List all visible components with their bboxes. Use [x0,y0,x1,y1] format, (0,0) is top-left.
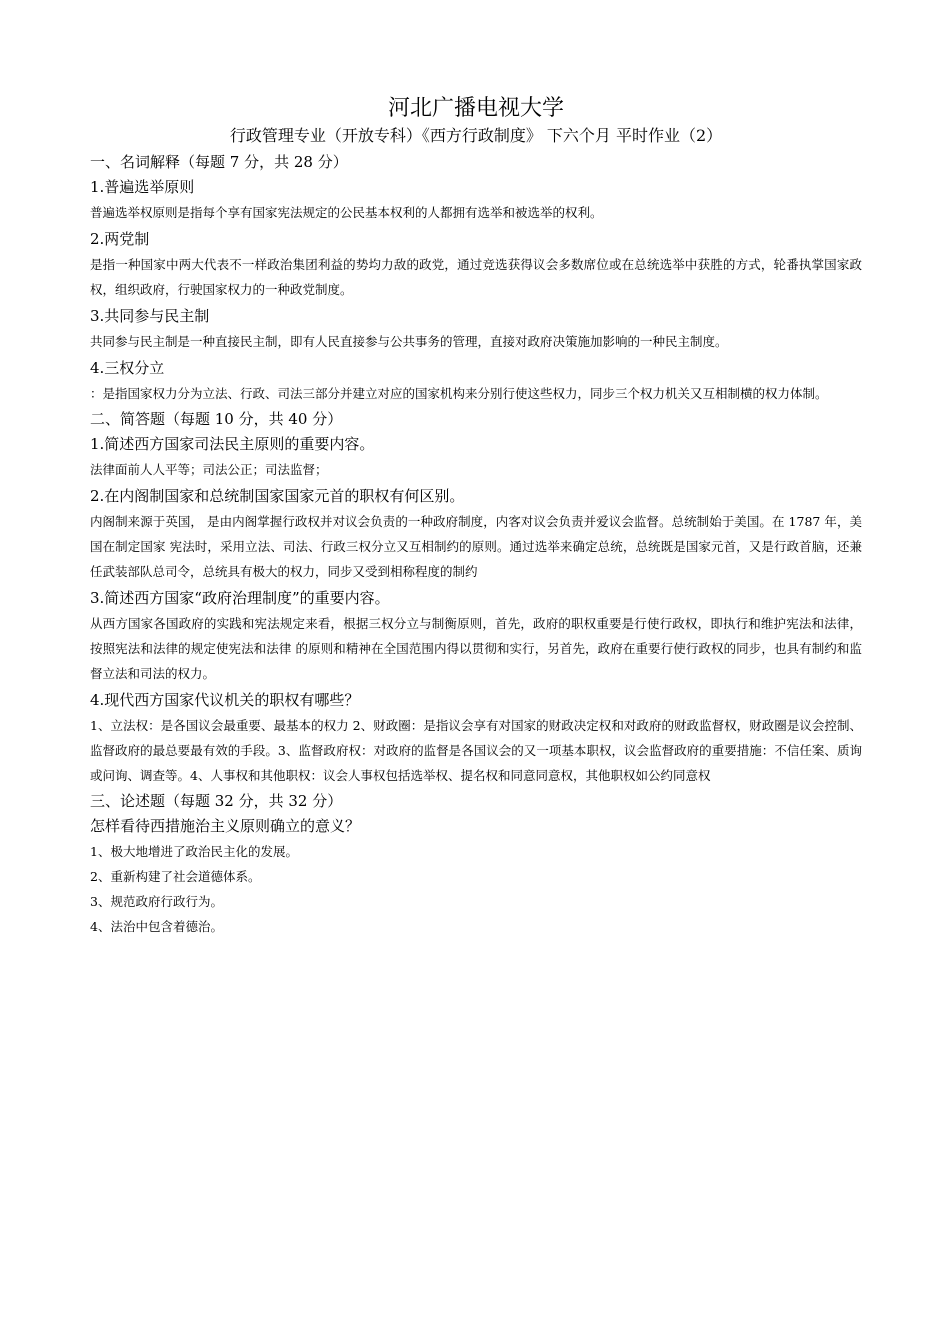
section-heading: 二、简答题（每题 10 分，共 40 分） [90,410,343,428]
question-title: 3.简述西方国家“政府治理制度”的重要内容。 [90,589,390,607]
question-title: 怎样看待西措施治主义原则确立的意义？ [90,817,361,835]
document-title: 河北广播电视大学 [387,96,564,121]
answer-text: ：是指国家权力分为立法、行政、司法三部分并建立对应的国家机构来分别行使这些权力，同步三个权力机关又互相制横的权力体制。 [90,386,828,401]
section-heading: 一、名词解释（每题 7 分，共 28 分） [90,153,348,171]
section-glossary [90,150,862,406]
answer-text: 从西方国家各国政府的实践和宪法规定来看，根据三权分立与制衡原则，首先，政府的职权重要是行使行政权，即执行和维护宪法和法律，按照宪法和法律的规定使宪法和法律 的原则和精神在全国范围内得以贯彻和实行，另首先，政府在重要行使行政权的同步，也具有制约和监督立法和司法的权力。 [90,616,862,681]
question-title: 4.三权分立 [90,359,165,377]
section-essay [90,789,862,939]
section-heading: 三、论述题（每题 32 分，共 32 分） [90,792,343,810]
answer-text: 内阁制来源于英国， 是由内阁掌握行政权并对议会负责的一种政府制度，内客对议会负责并爱议会监督。总统制始于美国。在 1787 年，美国在制定国家 宪法时，采用立法、司法、行政三权分立又互相制约的原则。通过选举来确定总统，总统既是国家元首，又是行政首脑，还兼任武装部队总司令，总统具有极大的权力，同步又受到相称程度的制约 [90,514,862,579]
question-title: 3.共同参与民主制 [90,307,210,325]
answer-text: 1、立法权：是各国议会最重要、最基本的权力 2、财政圈：是指议会享有对国家的财政决定权和对政府的财政监督权，财政圈是议会控制、监督政府的最总要最有效的手段。3、监督政府权：对政府的监督是各国议会的又一项基本职权，议会监督政府的重要措施：不信任案、质询或问询、调查等。4、人事权和其他职权：议会人事权包括选举权、提名权和同意同意权，其他职权如公约同意权 [90,718,862,783]
list-item: 3、规范政府行政行为。 [90,894,223,909]
question-title: 4.现代西方国家代议机关的职权有哪些？ [90,691,360,709]
question-title: 2.两党制 [90,230,150,248]
answer-text: 是指一种国家中两大代表不一样政治集团利益的势均力敌的政党，通过竞选获得议会多数席位或在总统选举中获胜的方式，轮番执掌国家政权，组织政府，行驶国家权力的一种政党制度。 [90,257,862,297]
question-title: 1.简述西方国家司法民主原则的重要内容。 [90,435,375,453]
list-item: 4、法治中包含着德治。 [90,919,223,934]
list-item: 2、重新构建了社会道德体系。 [90,869,261,884]
question-title: 2.在内阁制国家和总统制国家国家元首的职权有何区别。 [90,487,465,505]
document-subtitle: 行政管理专业（开放专科）《西方行政制度》 下六个月 平时作业（2） [229,126,723,145]
section-short-answer [90,407,862,788]
answer-text: 普遍选举权原则是指每个享有国家宪法规定的公民基本权利的人都拥有选举和被选举的权利。 [90,205,603,220]
question-title: 1.普遍选举原则 [90,178,195,196]
answer-text: 法律面前人人平等；司法公正；司法监督； [90,462,328,477]
list-item: 1、极大地增进了政治民主化的发展。 [90,844,298,859]
answer-text: 共同参与民主制是一种直接民主制，即有人民直接参与公共事务的管理，直接对政府决策施加影响的一种民主制度。 [90,334,728,349]
